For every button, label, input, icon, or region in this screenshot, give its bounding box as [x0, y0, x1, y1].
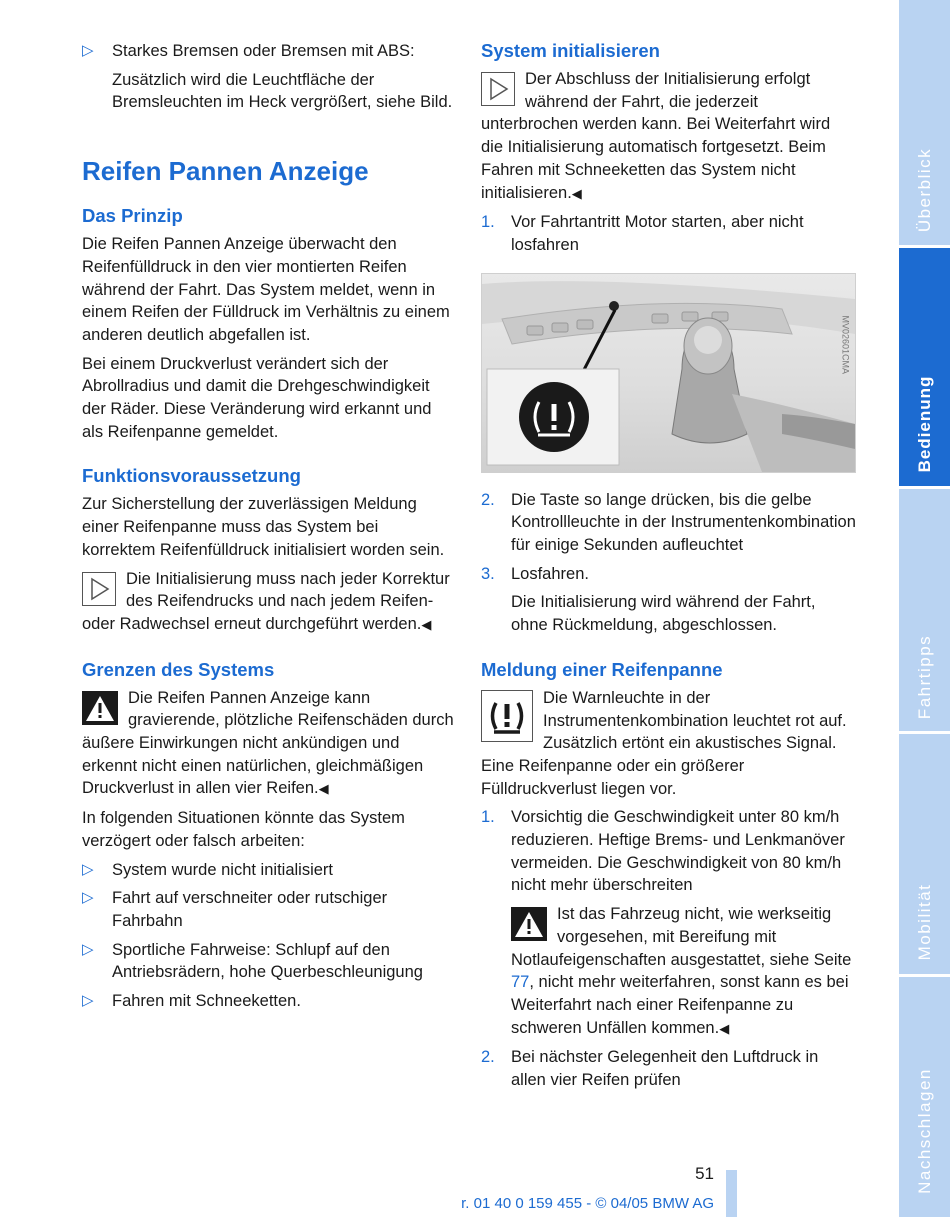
end-marker-icon: ◀	[571, 185, 582, 201]
tab-mobilitaet[interactable]: Mobilität	[914, 883, 934, 961]
heading-init: System initialisieren	[481, 40, 660, 61]
gear-console-illustration	[482, 274, 855, 472]
heading-meldung: Meldung einer Reifenpanne	[481, 658, 723, 680]
note-arrow-icon	[481, 72, 515, 106]
triangle-bullet-icon: ▷	[82, 992, 94, 1010]
tab-nachschlagen[interactable]: Nachschlagen	[914, 1068, 934, 1194]
step-item: 2. Die Taste so lange drücken, bis die gelbe Kontrollleuchte in der Instrumentenkombination für einige Sekunden aufleuchtet	[481, 490, 856, 555]
bullet-continuation: Zusätzlich wird die Leuchtfläche der Bremsleuchten im Heck vergrößert, siehe Bild.	[112, 70, 453, 112]
step-item: 2. Bei nächster Gelegenheit den Luftdruck in allen vier Reifen prüfen	[481, 1048, 819, 1090]
note-arrow-icon	[82, 572, 116, 606]
paragraph: Zur Sicherstellung der zuverlässigen Meldung einer Reifenpanne muss das System bei korrektem Reifenfülldruck initialisiert worden sein.	[82, 495, 445, 559]
tire-pressure-warning-icon	[481, 690, 533, 742]
triangle-bullet-icon: ▷	[82, 860, 94, 878]
section-title: Reifen Pannen Anzeige	[82, 156, 369, 187]
end-marker-icon: ◀	[719, 1020, 730, 1036]
triangle-bullet-icon: ▷	[82, 889, 94, 907]
triangle-bullet-icon: ▷	[82, 940, 94, 958]
paragraph: Die Reifen Pannen Anzeige überwacht den Reifenfülldruck in den vier montierten Reifen während der Fahrt. Das System meldet, wenn in einem Reifen der Fülldruck im Verhältnis zu einem anderen deutlich abgefallen ist.	[82, 235, 450, 344]
list-item: ▷ Starkes Bremsen oder Bremsen mit ABS:	[82, 40, 454, 63]
warning-triangle-icon	[511, 907, 547, 941]
list-item: ▷ Sportliche Fahrweise: Schlupf auf den Antriebsrädern, hohe Querbeschleunigung	[82, 940, 423, 982]
left-column	[82, 40, 454, 1019]
heading-funktion: Funktionsvoraussetzung	[82, 465, 301, 487]
tpms-warning-block: Die Warnleuchte in der Instrumentenkombination leuchtet rot auf. Zusätzlich ertönt ein akustisches Signal. Eine Reifenpanne oder ein größerer Fülldruckverlust liegen vor.	[481, 688, 847, 798]
warning-block: Die Reifen Pannen Anzeige kann gravierende, plötzliche Reifenschäden durch äußere Einwirkungen nicht ankündigen und erkennt nicht einen natürlichen, gleichmäßigen Druckverlust in allen vier Reifen.◀	[82, 688, 454, 798]
note-block: Die Initialisierung muss nach jeder Korrektur des Reifendrucks und nach jedem Reifen- oder Radwechsel erneut durchgeführt werden.◀	[82, 569, 450, 633]
paragraph: Bei einem Druckverlust verändert sich der Abrollradius und damit die Drehgeschwindigkeit der Räder. Diese Veränderung wird erkannt und als Reifenpanne gemeldet.	[82, 354, 432, 441]
paragraph: In folgenden Situationen könnte das System verzögert oder falsch arbeiten:	[82, 809, 405, 850]
footer-text: r. 01 40 0 159 455 - © 04/05 BMW AG	[461, 1195, 714, 1212]
tab-bedienung[interactable]: Bedienung	[899, 248, 950, 486]
end-marker-icon: ◀	[318, 781, 329, 797]
page-number: 51	[695, 1164, 714, 1183]
page-reference-link[interactable]: 77	[511, 973, 530, 992]
tab-ueberblick[interactable]: Überblick	[914, 147, 934, 233]
note-block: Der Abschluss der Initialisierung erfolgt während der Fahrt, die jederzeit unterbrochen werden kann. Bei Weiterfahrt wird die Initialisierung automatisch fortgesetzt. Beim Fahren mit Schneeketten das System nicht initialisieren.◀	[481, 70, 831, 202]
step-item: 1. Vor Fahrtantritt Motor starten, aber nicht losfahren	[481, 213, 804, 254]
warning-triangle-icon	[82, 691, 118, 725]
list-item: ▷ System wurde nicht initialisiert	[82, 859, 454, 882]
step-item: 1. Vorsichtig die Geschwindigkeit unter 80 km/h reduzieren. Heftige Brems- und Lenkmanöver vermeiden. Die Geschwindigkeit von 80 km/h nicht mehr überschreiten	[481, 808, 845, 895]
chapter-sidebar	[899, 0, 950, 1217]
end-marker-icon: ◀	[421, 616, 432, 632]
warning-block: Ist das Fahrzeug nicht, wie werkseitig vorgesehen, mit Bereifung mit Notlaufeigenschaften ausgestattet, siehe Seite 77, nicht mehr weiterfahren, sonst kann es bei Weiterfahrt nach einer Reifenpanne zu schweren Unfällen kommen.◀	[511, 905, 852, 1037]
triangle-bullet-icon: ▷	[82, 42, 94, 59]
figure-code: MV02601CMA	[841, 315, 851, 374]
right-column	[481, 40, 856, 1098]
list-item: ▷ Fahren mit Schneeketten.	[82, 990, 454, 1013]
page-number-bar	[726, 1170, 737, 1217]
list-item: ▷ Fahrt auf verschneiter oder rutschiger Fahrbahn	[82, 889, 388, 930]
step-continuation: Die Initialisierung wird während der Fahrt, ohne Rückmeldung, abgeschlossen.	[511, 593, 816, 635]
heading-prinzip: Das Prinzip	[82, 205, 183, 227]
heading-grenzen: Grenzen des Systems	[82, 658, 275, 680]
step-item: 3. Losfahren.	[481, 564, 589, 583]
console-figure	[481, 273, 856, 473]
tab-fahrtipps[interactable]: Fahrtipps	[914, 634, 934, 720]
